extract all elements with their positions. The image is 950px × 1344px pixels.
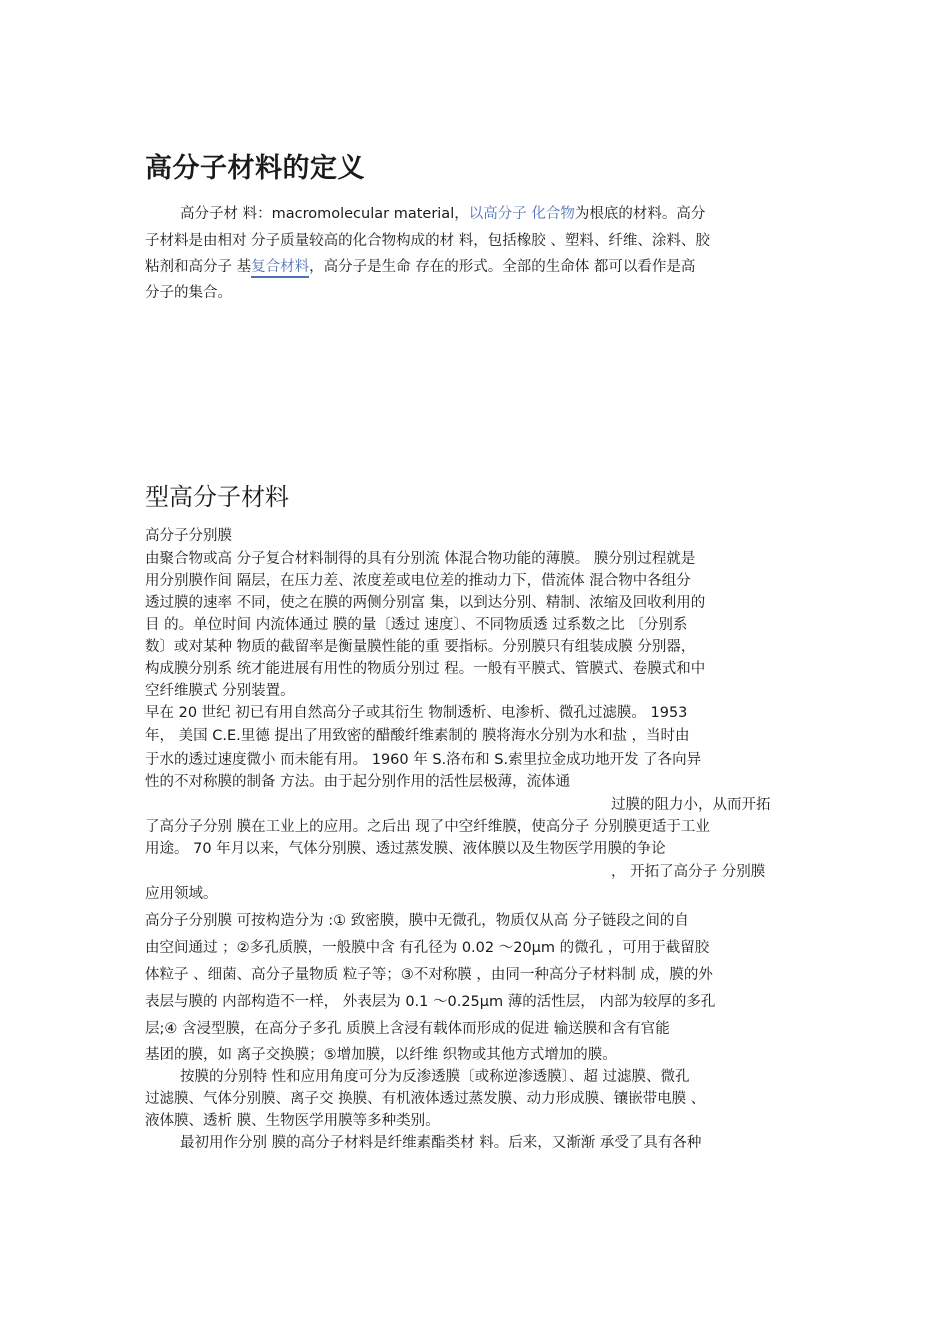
definition-line-1 <box>180 204 705 224</box>
section-title: 型高分子材料 <box>145 483 289 511</box>
definition-text: 为根底的材料。高分 <box>574 206 706 222</box>
classification-line: 液体膜、透析 膜、生物医学用膜等多种类别。 <box>145 1113 440 1129</box>
membrane-line: 数〕或对某种 物质的截留率是衡量膜性能的重 要指标。分别膜只有组装成膜 分别器， <box>145 639 696 655</box>
materials-line: 最初用作分别 膜的高分子材料是纤维素酯类材 料。后来，又渐渐 承受了具有各种 <box>180 1135 702 1151</box>
membrane-line: 早在 20 世纪 初已有用自然高分子或其衍生 物制透析、电渗析、微孔过滤膜。 1953 <box>145 705 688 721</box>
structure-line: 体粒子 、细菌、高分子量物质 粒子等；③不对称膜 ，由同一种高分子材料制 成，膜的外 <box>145 967 713 983</box>
classification-line: 按膜的分别特 性和应用角度可分为反渗透膜〔或称逆渗透膜〕、超 过滤膜、微孔 <box>180 1069 690 1085</box>
membrane-line: 于水的透过速度微小 而未能有用。 1960 年 S.洛布和 S.索里拉金成功地开发 了各向异 <box>145 752 702 768</box>
definition-line-4: 分子的集合。 <box>145 285 232 301</box>
membrane-line: 用分别膜作间 隔层，在压力差、浓度差或电位差的推动力下，借流体 混合物中各组分 <box>145 573 691 589</box>
composite-material-link[interactable]: 复合材料 <box>251 259 309 278</box>
membrane-line: 年， 美国 C.E.里德 提出了用致密的醋酸纤维素制的 膜将海水分别为水和盐 ，当时由 <box>145 728 690 744</box>
definition-text: ，高分子是生命 存在的形式。全部的生命体 都可以看作是高 <box>309 259 696 275</box>
membrane-line: 用途。 70 年月以来，气体分别膜、透过蒸发膜、液体膜以及生物医学用膜的争论 <box>145 841 666 857</box>
polymer-compound-link[interactable]: 以高分子 化合物 <box>468 206 575 222</box>
structure-line: 表层与膜的 内部构造不一样， 外表层为 0.1 ～0.25μm 薄的活性层， 内部为较厚的多孔 <box>145 994 716 1010</box>
membrane-subtitle: 高分子分别膜 <box>145 528 232 544</box>
membrane-line: 构成膜分别系 统才能进展有用性的物质分别过 程。一般有平膜式、管膜式、卷膜式和中 <box>145 661 706 677</box>
page-title: 高分子材料的定义 <box>145 153 365 184</box>
membrane-line: 空纤维膜式 分别装置。 <box>145 683 295 699</box>
definition-text: 高分子材 料：macromolecular material， <box>180 206 469 222</box>
membrane-line: 了高分子分别 膜在工业上的应用。之后出 现了中空纤维膜，使高分子 分别膜更适于工业 <box>145 819 710 835</box>
structure-line: 由空间通过 ；②多孔质膜，一般膜中含 有孔径为 0.02 ～20μm 的微孔 ，可用于截留胶 <box>145 940 710 956</box>
definition-text: 粘剂和高分子 基 <box>145 259 252 275</box>
structure-line: 基团的膜，如 离子交换膜；⑤增加膜，以纤维 织物或其他方式增加的膜。 <box>145 1047 617 1063</box>
structure-line: 高分子分别膜 可按构造分为 :① 致密膜，膜中无微孔，物质仅从高 分子链段之间的自 <box>145 913 689 929</box>
definition-line-2: 子材料是由相对 分子质量较高的化合物构成的材 料，包括橡胶 、塑料、纤维、涂料、胶 <box>145 233 710 249</box>
membrane-line-right: ， 开拓了高分子 分别膜 <box>611 864 766 880</box>
definition-line-3 <box>145 257 695 277</box>
membrane-line: 目 的。单位时间 内流体通过 膜的量〔透过 速度〕、不同物质透 过系数之比 〔分别系 <box>145 617 688 633</box>
membrane-line: 应用领域。 <box>145 886 218 902</box>
membrane-line: 透过膜的速率 不同，使之在膜的两侧分别富 集，以到达分别、精制、浓缩及回收利用的 <box>145 595 706 611</box>
structure-line: 层;④ 含浸型膜，在高分子多孔 质膜上含浸有载体而形成的促进 输送膜和含有官能 <box>145 1021 670 1037</box>
membrane-line: 由聚合物或高 分子复合材料制得的具有分别流 体混合物功能的薄膜。 膜分别过程就是 <box>145 551 696 567</box>
classification-line: 过滤膜、气体分别膜、离子交 换膜、有机液体透过蒸发膜、动力形成膜、镶嵌带电膜 、 <box>145 1091 706 1107</box>
membrane-line-right: 过膜的阻力小，从而开拓 <box>611 797 771 813</box>
membrane-line: 性的不对称膜的制备 方法。由于起分别作用的活性层极薄，流体通 <box>145 774 571 790</box>
